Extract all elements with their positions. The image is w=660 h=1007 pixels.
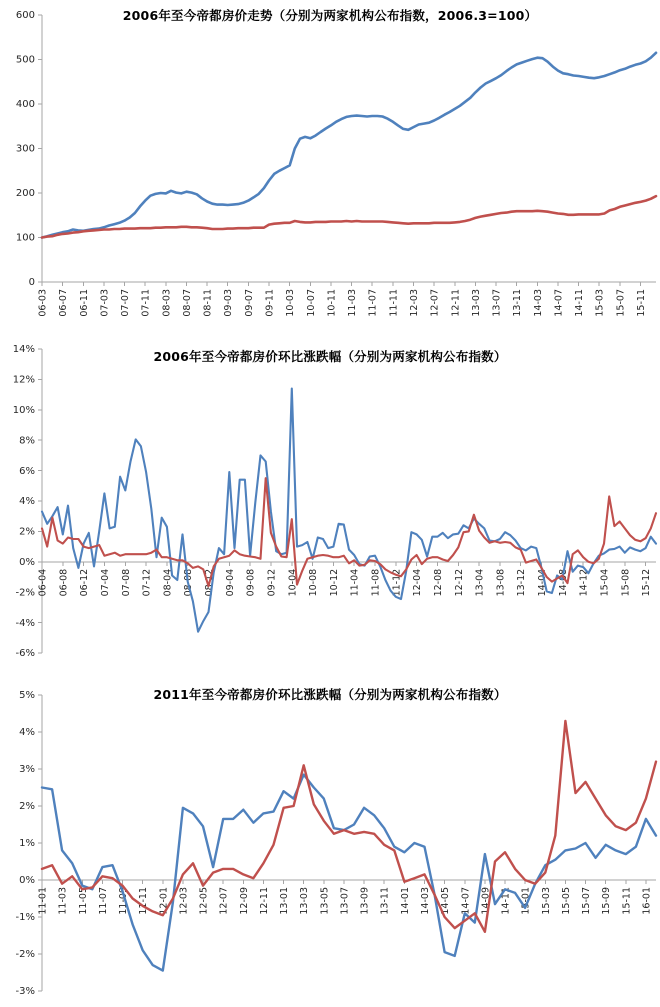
x-tick-label: 15-11	[636, 289, 648, 317]
y-tick-label: 0	[28, 277, 35, 289]
y-tick-label: -2%	[15, 587, 35, 599]
y-tick-label: 2%	[19, 526, 35, 538]
x-tick-label: 13-08	[495, 568, 507, 597]
x-tick-label: 12-04	[412, 568, 424, 597]
x-tick-label: 09-03	[223, 289, 235, 317]
price-index-chart	[0, 0, 660, 333]
x-tick-label: 11-04	[349, 568, 361, 597]
x-tick-label: 10-07	[305, 289, 317, 317]
y-tick-label: -1%	[15, 912, 35, 924]
x-tick-label: 13-03	[470, 289, 482, 317]
x-tick-label: 06-08	[58, 568, 70, 597]
x-tick-label: 15-03	[594, 289, 606, 317]
x-tick-label: 07-08	[120, 568, 132, 597]
x-tick-label: 15-01	[520, 887, 532, 915]
x-tick-label: 08-08	[183, 568, 195, 597]
x-tick-label: 14-03	[532, 289, 544, 317]
x-tick-label: 14-07	[460, 887, 472, 915]
x-tick-label: 11-12	[391, 568, 403, 597]
y-tick-label: 0%	[19, 875, 35, 887]
x-tick-label: 09-07	[243, 289, 255, 317]
y-tick-label: 14%	[12, 344, 35, 356]
x-tick-label: 12-07	[218, 887, 230, 915]
y-tick-label: 4%	[19, 727, 35, 739]
x-tick-label: 15-03	[540, 887, 552, 915]
x-tick-label: 11-07	[97, 887, 109, 915]
x-tick-label: 07-04	[99, 568, 111, 597]
x-tick-label: 11-11	[138, 887, 150, 915]
x-tick-label: 13-04	[474, 568, 486, 597]
x-tick-label: 12-08	[432, 568, 444, 597]
x-tick-label: 15-07	[615, 289, 627, 317]
x-tick-label: 13-11	[512, 289, 524, 317]
x-tick-label: 06-04	[37, 568, 49, 597]
x-tick-label: 12-07	[429, 289, 441, 317]
blue-series-line	[42, 775, 656, 971]
y-tick-label: -2%	[15, 949, 35, 961]
mom-change-chart-2011	[0, 665, 660, 1007]
x-tick-label: 13-01	[279, 887, 291, 915]
x-tick-label: 10-12	[328, 568, 340, 597]
x-tick-label: 13-09	[359, 887, 371, 915]
x-tick-label: 12-09	[238, 887, 250, 915]
x-tick-label: 09-04	[224, 568, 236, 597]
y-tick-label: 300	[15, 143, 35, 155]
x-tick-label: 12-01	[158, 887, 170, 915]
x-tick-label: 11-01	[37, 887, 49, 915]
x-tick-label: 13-11	[379, 887, 391, 915]
blue-series-line	[42, 53, 656, 238]
price-index-plot	[0, 0, 660, 333]
x-tick-label: 13-07	[339, 887, 351, 915]
x-tick-label: 15-08	[620, 568, 632, 597]
x-tick-label: 08-04	[162, 568, 174, 597]
x-tick-label: 06-03	[37, 289, 49, 317]
x-tick-label: 08-07	[181, 289, 193, 317]
x-tick-label: 11-08	[370, 568, 382, 597]
y-tick-label: -6%	[15, 648, 35, 660]
x-tick-label: 14-01	[399, 887, 411, 915]
x-tick-label: 14-03	[419, 887, 431, 915]
x-tick-label: 11-03	[347, 289, 359, 317]
y-tick-label: 5%	[19, 690, 35, 702]
x-tick-label: 16-01	[641, 887, 653, 915]
x-tick-label: 08-11	[202, 289, 214, 317]
y-tick-label: -4%	[15, 617, 35, 629]
y-tick-label: 400	[15, 99, 35, 111]
x-tick-label: 08-12	[204, 568, 216, 597]
x-tick-label: 10-11	[326, 289, 338, 317]
x-tick-label: 09-12	[266, 568, 278, 597]
x-tick-label: 06-11	[78, 289, 90, 317]
y-tick-label: 1%	[19, 838, 35, 850]
x-tick-label: 14-09	[480, 887, 492, 915]
x-tick-label: 13-07	[491, 289, 503, 317]
x-tick-label: 07-11	[140, 289, 152, 317]
y-tick-label: 4%	[19, 496, 35, 508]
x-tick-label: 15-04	[599, 568, 611, 597]
x-tick-label: 09-11	[264, 289, 276, 317]
x-tick-label: 12-05	[198, 887, 210, 915]
x-tick-label: 15-05	[560, 887, 572, 915]
y-tick-label: 200	[15, 188, 35, 200]
x-tick-label: 15-12	[641, 568, 653, 597]
chart-title: 2006年至今帝都房价走势（分别为两家机构公布指数，2006.3=100）	[122, 8, 538, 23]
x-tick-label: 07-03	[99, 289, 111, 317]
x-tick-label: 14-11	[500, 887, 512, 915]
x-tick-label: 07-12	[141, 568, 153, 597]
mom-change-plot-2011	[0, 665, 660, 1007]
x-tick-label: 10-08	[308, 568, 320, 597]
x-tick-label: 12-03	[408, 289, 420, 317]
x-tick-label: 12-03	[178, 887, 190, 915]
x-tick-label: 12-12	[453, 568, 465, 597]
x-tick-label: 14-05	[440, 887, 452, 915]
red-series-line	[42, 196, 656, 237]
y-tick-label: 0%	[19, 557, 35, 568]
y-tick-label: 100	[15, 232, 35, 244]
y-tick-label: -3%	[15, 986, 35, 998]
x-tick-label: 11-07	[367, 289, 379, 317]
x-tick-label: 15-09	[601, 887, 613, 915]
x-tick-label: 15-11	[621, 887, 633, 915]
x-tick-label: 11-03	[57, 887, 69, 915]
x-tick-label: 13-03	[299, 887, 311, 915]
x-tick-label: 14-08	[557, 568, 569, 597]
chart-title: 2006年至今帝都房价环比涨跌幅（分别为两家机构公布指数）	[153, 349, 507, 364]
x-tick-label: 13-05	[319, 887, 331, 915]
y-tick-label: 500	[15, 54, 35, 66]
x-tick-label: 14-04	[537, 568, 549, 597]
x-tick-label: 11-09	[118, 887, 130, 915]
x-tick-label: 13-12	[516, 568, 528, 597]
y-tick-label: 8%	[19, 435, 35, 447]
y-tick-label: 600	[15, 10, 35, 22]
y-tick-label: 6%	[19, 465, 35, 477]
x-tick-label: 10-03	[285, 289, 297, 317]
x-tick-label: 14-07	[553, 289, 565, 317]
x-tick-label: 14-12	[578, 568, 590, 597]
x-tick-label: 14-11	[574, 289, 586, 317]
y-tick-label: 2%	[19, 801, 35, 813]
y-tick-label: 3%	[19, 764, 35, 776]
x-tick-label: 06-07	[58, 289, 70, 317]
x-tick-label: 06-12	[79, 568, 91, 597]
mom-change-plot-2006	[0, 333, 660, 665]
chart-title: 2011年至今帝都房价环比涨跌幅（分别为两家机构公布指数）	[153, 687, 507, 702]
x-tick-label: 11-11	[388, 289, 400, 317]
y-tick-label: 12%	[12, 374, 35, 386]
x-tick-label: 07-07	[120, 289, 132, 317]
x-tick-label: 09-08	[245, 568, 257, 597]
x-tick-label: 11-05	[77, 887, 89, 915]
y-tick-label: 10%	[12, 405, 35, 416]
x-tick-label: 12-11	[450, 289, 462, 317]
x-tick-label: 15-07	[581, 887, 593, 915]
x-tick-label: 10-04	[287, 568, 299, 597]
mom-change-chart-2006	[0, 333, 660, 665]
x-tick-label: 08-03	[161, 289, 173, 317]
x-tick-label: 12-11	[258, 887, 270, 915]
